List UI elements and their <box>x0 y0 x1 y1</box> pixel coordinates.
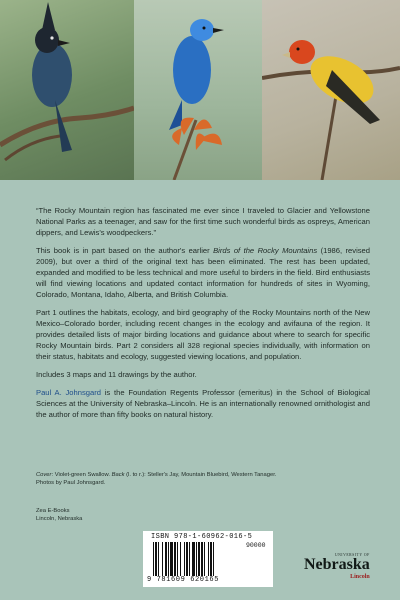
barcode-bars <box>153 542 243 576</box>
logo-university-of: UNIVERSITY OF <box>334 553 370 557</box>
barcode-bar <box>158 542 159 576</box>
barcode-bar <box>208 542 209 576</box>
back-label: Back <box>111 472 125 478</box>
barcode-bar <box>153 542 154 576</box>
description-text-b: (1986, revised 2009), but over a third of the original text has been eliminated. The rest has been updated, expanded and modified to be less technical and more useful to birders in the field. Bird enthusiasts will find viewing locations and updated contact information for hundreds of sites in Wyoming, Colorado, Montana, Idaho, Alberta, and British Columbia. <box>36 246 371 299</box>
barcode-bar <box>192 542 195 576</box>
barcode-digits: 9 781609 620165 <box>147 576 220 584</box>
cover-photo-strip <box>0 0 400 180</box>
back-cover-copy <box>36 205 370 427</box>
barcode-bar <box>180 542 181 576</box>
barcode-bar <box>186 542 188 576</box>
barcode-bar <box>165 542 167 576</box>
barcode-bar <box>184 542 185 576</box>
photographer-line: Photos by Paul Johnsgard. <box>36 480 106 486</box>
photo-stellers-jay <box>0 0 134 180</box>
isbn-text: ISBN 978-1-60962-016-5 <box>151 533 253 541</box>
price-code: 90000 <box>246 542 266 549</box>
author-bio-text: is the Foundation Regents Professor (emeritus) in the School of Biological Sciences at the University of Nebraska–Lincoln. He is an internationally renowned ornithologist and the author of more than fifty books on natural history. <box>36 388 370 419</box>
cover-credit-text: : Violet-green Swallow. <box>51 472 112 478</box>
description-text-a: This book is in part based on the author's earlier <box>36 246 214 255</box>
photo-western-tanager <box>262 0 400 180</box>
university-of-nebraska-lincoln-logo <box>304 553 370 580</box>
contents-paragraph: Part 1 outlines the habitats, ecology, and bird geography of the Rocky Mountains north of the New Mexico–Colorado border, including recent changes in the ecology and avifauna of the region. It provides detailed lists of major birding locations and guidance about where to search for specific Rocky Mountain birds. Part 2 considers all 328 regional species individually, with information on their status, habitats and ecology, suggested viewing locations, and population. <box>36 308 370 361</box>
photo-credits <box>36 471 370 487</box>
barcode-bar <box>196 542 197 576</box>
barcode-bar <box>177 542 178 576</box>
back-credit-text: (l. to r.): Steller's Jay, Mountain Bluebird, Western Tanager. <box>124 472 277 478</box>
earlier-book-title: Birds of the Rocky Mountains <box>213 246 318 255</box>
maps-drawings-note: Includes 3 maps and 11 drawings by the author. <box>36 370 197 379</box>
isbn-barcode <box>143 531 273 587</box>
author-name: Paul A. Johnsgard <box>36 388 101 397</box>
cover-label: Cover <box>36 472 52 478</box>
barcode-bar <box>201 542 203 576</box>
logo-lincoln: Lincoln <box>350 574 370 580</box>
author-bio-paragraph <box>36 387 370 420</box>
publisher-city: Lincoln, Nebraska <box>36 516 83 522</box>
barcode-bar <box>162 542 163 576</box>
barcode-bar <box>213 542 214 576</box>
quote-paragraph: “The Rocky Mountain region has fascinated me ever since I traveled to Glacier and Yellowstone National Parks as a teenager, and saw for the first time such wonderful birds as ospreys, American dippers, and Lewis's woodpeckers.” <box>36 206 370 237</box>
photo-mountain-bluebird <box>134 0 262 180</box>
barcode-bar <box>174 542 176 576</box>
barcode-bar <box>170 542 173 576</box>
barcode-bar <box>204 542 205 576</box>
cover-credit-line <box>36 471 370 479</box>
barcode-bar <box>198 542 200 576</box>
publisher-name: Zea E-Books <box>36 508 70 514</box>
description-paragraph <box>36 245 370 300</box>
barcode-bar <box>155 542 157 576</box>
logo-nebraska: Nebraska <box>304 556 370 573</box>
barcode-bar <box>189 542 190 576</box>
publisher-info <box>36 507 82 523</box>
barcode-bar <box>168 542 169 576</box>
barcode-bar <box>210 542 212 576</box>
